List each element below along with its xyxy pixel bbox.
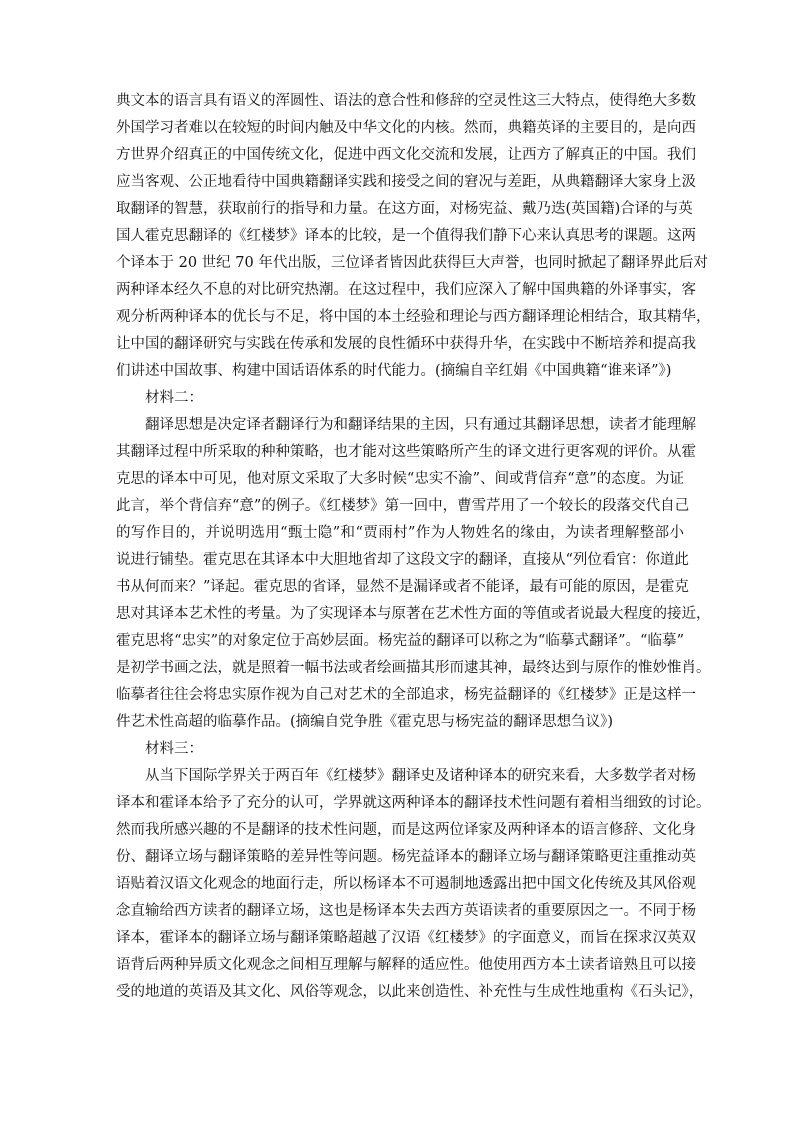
paragraph-3-line: 语贴着汉语文化观念的地面行走，所以杨译本不可遏制地透露出把中国文化传统及其风俗观 — [116, 876, 696, 892]
paragraph-1-line: 们讲述中国故事、构建中国话语体系的时代能力。(摘编自辛红娟《中国典籍“谁来译”》) — [116, 363, 672, 379]
paragraph-2-line: 克思的译本中可见，他对原文采取了大多时候“忠实不渝”、间或背信弃“意”的态度。为证 — [116, 471, 684, 487]
paragraph-3-line: 译本和霍译本给予了充分的认可，学界就这两种译本的翻译技术性问题有着相当细致的讨论。 — [116, 795, 711, 811]
paragraph-2-line: 翻译思想是决定译者翻译行为和翻译结果的主因，只有通过其翻译思想，读者才能理解 — [145, 417, 696, 433]
paragraph-1-line: 个译本于 20 世纪 70 年代出版，三位译者皆因此获得巨大声誉，也同时掀起了翻译界此后对 — [116, 255, 708, 271]
document-page — [116, 88, 711, 1006]
paragraph-1-line: 两种译本经久不息的对比研究热潮。在这过程中，我们应深入了解中国典籍的外译事实，客 — [116, 282, 696, 298]
section-heading-material-3: 材料三： — [145, 741, 203, 757]
paragraph-1-line: 外国学习者难以在较短的时间内触及中华文化的内核。然而，典籍英译的主要目的，是向西 — [116, 120, 696, 136]
paragraph-3-line: 从当下国际学界关于两百年《红楼梦》翻译史及诸种译本的研究来看，大多数学者对杨 — [145, 768, 696, 784]
paragraph-2-line: 的写作目的，并说明选用“甄士隐”和“贾雨村”作为人物姓名的缘由，为读者理解整部小 — [116, 525, 684, 541]
paragraph-1-line: 方世界介绍真正的中国传统文化，促进中西文化交流和发展，让西方了解真正的中国。我们 — [116, 147, 696, 163]
paragraph-2-line: 其翻译过程中所采取的种种策略，也才能对这些策略所产生的译文进行更客观的评价。从霍 — [116, 444, 696, 460]
paragraph-2-line: 件艺术性高超的临摹作品。(摘编自党争胜《霍克思与杨宪益的翻译思想刍议》) — [116, 714, 614, 730]
paragraph-3-line: 然而我所感兴趣的不是翻译的技术性问题，而是这两位译家及两种译本的语言修辞、文化身 — [116, 822, 696, 838]
paragraph-3-line: 受的地道的英语及其文化、风俗等观念，以此来创造性、补充性与生成性地重构《石头记》， — [116, 984, 704, 1000]
paragraph-1-line: 国人霍克思翻译的《红楼梦》译本的比较，是一个值得我们静下心来认真思考的课题。这两 — [116, 228, 696, 244]
paragraph-3 — [116, 763, 711, 1006]
paragraph-3-line: 语背后两种异质文化观念之间相互理解与解释的适应性。他使用西方本土读者谙熟且可以接 — [116, 957, 696, 973]
paragraph-2-line: 是初学书画之法，就是照着一幅书法或者绘画描其形而逮其神，最终达到与原作的惟妙惟肖。 — [116, 660, 711, 676]
paragraph-2-line: 霍克思将“忠实”的对象定位于高妙层面。杨宪益的翻译可以称之为“临摹式翻译”。“临摹” — [116, 633, 684, 649]
paragraph-2-line: 思对其译本艺术性的考量。为了实现译本与原著在艺术性方面的等值或者说最大程度的接近， — [116, 606, 711, 622]
paragraph-3-line: 念直输给西方读者的翻译立场，这也是杨译本失去西方英语读者的重要原因之一。不同于杨 — [116, 903, 696, 919]
paragraph-1 — [116, 88, 711, 385]
paragraph-1-line: 取翻译的智慧，获取前行的指导和力量。在这方面，对杨宪益、戴乃迭(英国籍)合译的与英 — [116, 201, 693, 217]
paragraph-2-line: 书从何而来？”译起。霍克思的省译，显然不是漏译或者不能译，最有可能的原因，是霍克 — [116, 579, 689, 595]
paragraph-1-line: 让中国的翻译研究与实践在传承和发展的良性循环中获得升华，在实践中不断培养和提高我 — [116, 336, 696, 352]
paragraph-1-line: 观分析两种译本的优长与不足，将中国的本土经验和理论与西方翻译理论相结合，取其精华， — [116, 309, 711, 325]
paragraph-1-line: 典文本的语言具有语义的浑圆性、语法的意合性和修辞的空灵性这三大特点，使得绝大多数 — [116, 93, 696, 109]
paragraph-2-line: 此言，举个背信弃“意”的例子。《红楼梦》第一回中，曹雪芹用了一个较长的段落交代自己 — [116, 498, 690, 514]
paragraph-3-line: 译本，霍译本的翻译立场与翻译策略超越了汉语《红楼梦》的字面意义，而旨在探求汉英双 — [116, 930, 696, 946]
paragraph-1-line: 应当客观、公正地看待中国典籍翻译实践和接受之间的窘况与差距，从典籍翻译大家身上汲 — [116, 174, 696, 190]
paragraph-2-line: 临摹者往往会将忠实原作视为自己对艺术的全部追求，杨宪益翻译的《红楼梦》正是这样一 — [116, 687, 696, 703]
paragraph-2 — [116, 412, 711, 736]
paragraph-2-line: 说进行铺垫。霍克思在其译本中大胆地省却了这段文字的翻译，直接从“列位看官：你道此 — [116, 552, 689, 568]
paragraph-3-line: 份、翻译立场与翻译策略的差异性等问题。杨宪益译本的翻译立场与翻译策略更注重推动英 — [116, 849, 696, 865]
section-heading-material-2: 材料二： — [145, 390, 203, 406]
